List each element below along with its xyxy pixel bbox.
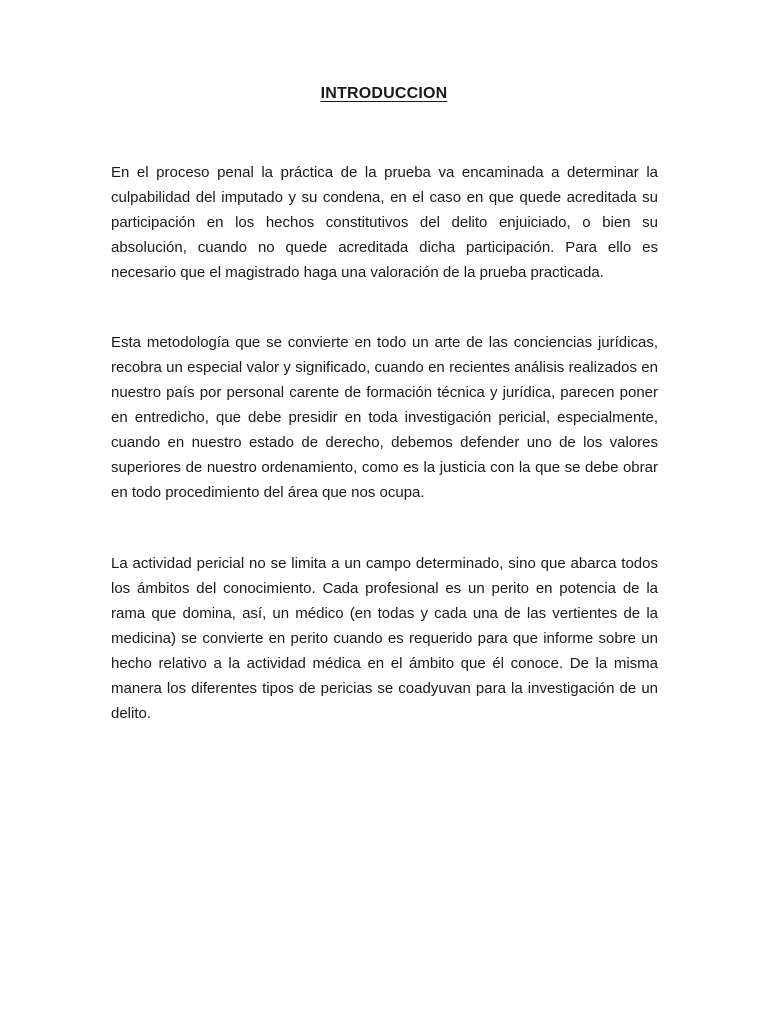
paragraph-3: La actividad pericial no se limita a un campo determinado, sino que abarca todos los ámbitos del conocimiento. Cada profesional es un perito en potencia de la rama que domina, así, un médico (en todas y cada una de las vertientes de la medicina) se convierte en perito cuando es requerido para que informe sobre un hecho relativo a la actividad médica en el ámbito que él conoce. De la misma manera los diferentes tipos de pericias se coadyuvan para la investigación de un delito. bbox=[111, 555, 658, 722]
paragraph-2: Esta metodología que se convierte en todo un arte de las conciencias jurídicas, recobra un especial valor y significado, cuando en recientes análisis realizados en nuestro país por personal carente de formación técnica y jurídica, parecen poner en entredicho, que debe presidir en toda investigación pericial, especialmente, cuando en nuestro estado de derecho, debemos defender uno de los valores superiores de nuestro ordenamiento, como es la justicia con la que se debe obrar en todo procedimiento del área que nos ocupa. bbox=[111, 334, 658, 501]
paragraph-1: En el proceso penal la práctica de la prueba va encaminada a determinar la culpabilidad del imputado y su condena, en el caso en que quede acreditada su participación en los hechos constitutivos del delito enjuiciado, o bien su absolución, cuando no quede acreditada dicha participación. Para ello es necesario que el magistrado haga una valoración de la prueba practicada. bbox=[111, 164, 658, 281]
page-title: INTRODUCCION bbox=[320, 85, 448, 102]
